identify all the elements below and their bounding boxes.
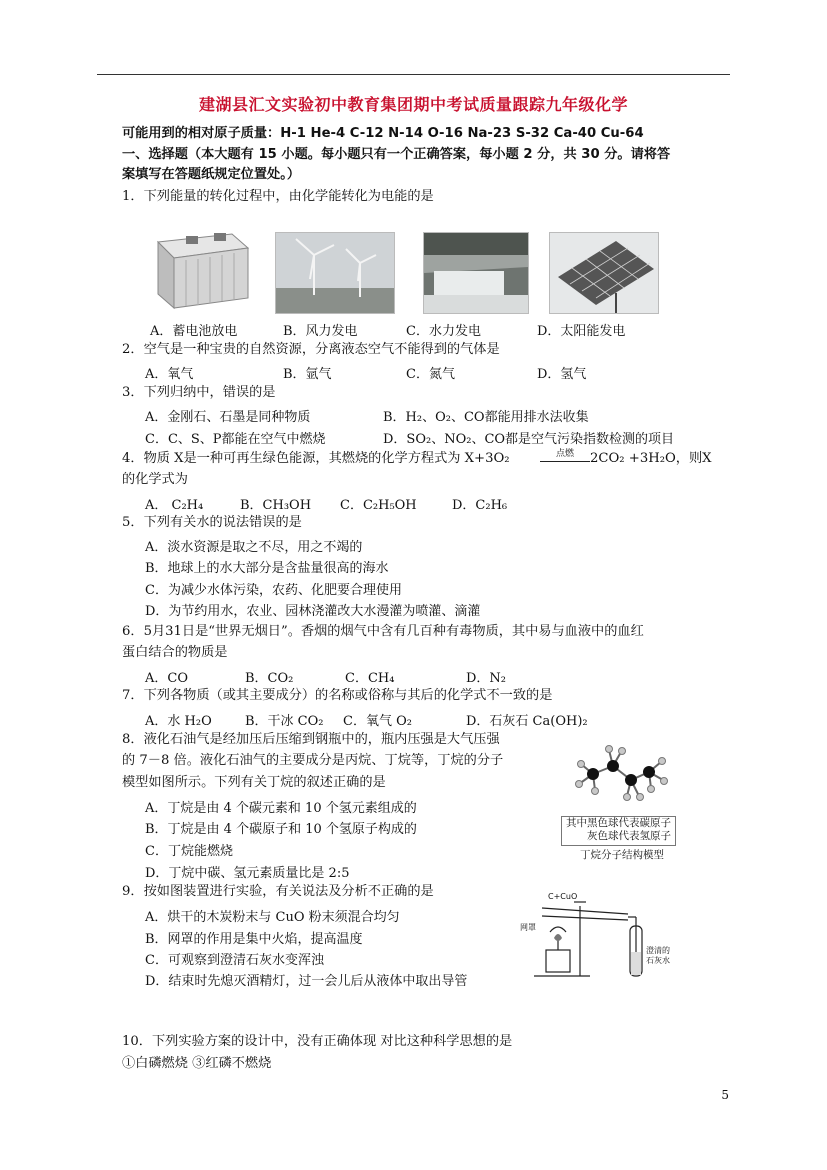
q7-option-d: D．石灰石 Ca(OH)₂ (466, 714, 588, 729)
q5-stem: 5．下列有关水的说法错误的是 (122, 515, 302, 530)
q7-option-b: B．干冰 CO₂ (245, 714, 324, 729)
q2-option-d: D．氢气 (537, 367, 587, 382)
q8-stem-line1: 8．液化石油气是经加压后压缩到钢瓶中的，瓶内压强是大气压强 (122, 732, 500, 747)
q6-option-c: C．CH₄ (345, 671, 395, 686)
q6-stem-line2: 蛋白结合的物质是 (122, 645, 228, 660)
q9-option-b: B．网罩的作用是集中火焰，提高温度 (145, 932, 363, 947)
q4-stem-part2: 2CO₂ +3H₂O，则X (590, 451, 712, 466)
apparatus-diagram (520, 892, 670, 984)
q9-stem: 9．按如图装置进行实验，有关说法及分析不正确的是 (122, 884, 434, 899)
q6-option-b: B．CO₂ (245, 671, 294, 686)
q4-option-a: A． C₂H₄ (145, 498, 204, 513)
q3-option-c: C．C、S、P都能在空气中燃烧 (145, 432, 326, 447)
page-number: 5 (721, 1088, 729, 1102)
q3-option-a: A．金刚石、石墨是同种物质 (145, 410, 311, 425)
q7-option-c: C．氧气 O₂ (343, 714, 412, 729)
q8-stem-line3: 模型如图所示。下列有关丁烷的叙述正确的是 (122, 775, 386, 790)
q2-option-b: B．氩气 (283, 367, 332, 382)
q1-option-b: B．风力发电 (283, 324, 358, 339)
q2-stem: 2．空气是一种宝贵的自然资源，分离液态空气不能得到的气体是 (122, 342, 500, 357)
molecule-caption: 丁烷分子结构模型 (580, 849, 664, 861)
limewater-label-line2: 石灰水 (646, 956, 670, 965)
atomic-masses: 可能用到的相对原子质量：H-1 He-4 C-12 N-14 O-16 Na-23 S-32 Ca-40 Cu-64 (122, 126, 644, 141)
limewater-label-line1: 澄清的 (646, 946, 670, 955)
q9-option-c: C．可观察到澄清石灰水变浑浊 (145, 953, 324, 968)
legend-carbon: 其中黑色球代表碳原子 (566, 817, 671, 829)
apparatus-label-reactants: C+CuO (548, 892, 578, 901)
apparatus-label-gauze: 网罩 (520, 923, 536, 932)
q10-line2: ①白磷燃烧 ③红磷不燃烧 (122, 1056, 272, 1071)
q7-option-a: A．水 H₂O (145, 714, 212, 729)
q5-option-d: D．为节约用水，农业、园林浇灌改大水漫灌为喷灌、滴灌 (145, 604, 481, 619)
q8-option-d: D．丁烷中碳、氢元素质量比是 2:5 (145, 866, 350, 881)
butane-molecule-model (561, 736, 674, 816)
q1-stem: 1．下列能量的转化过程中，由化学能转化为电能的是 (122, 189, 434, 204)
q6-option-a: A．CO (145, 671, 188, 686)
q3-option-d: D．SO₂、NO₂、CO都是空气污染指数检测的项目 (383, 432, 675, 447)
q4-option-c: C．C₂H₅OH (340, 498, 417, 513)
molecule-legend-box (561, 816, 676, 846)
q1-option-d: D．太阳能发电 (537, 324, 626, 339)
q4-reaction-condition: 点燃 (555, 449, 574, 459)
section-heading-line2: 案填写在答题纸规定位置处。） (122, 167, 301, 182)
q5-option-b: B．地球上的水大部分是含盐量很高的海水 (145, 561, 389, 576)
q8-option-c: C．丁烷能燃烧 (145, 844, 233, 859)
solar-panel-image (549, 232, 659, 314)
apparatus-label-limewater (646, 946, 670, 966)
q9-option-d: D．结束时先熄灭酒精灯，过一会儿后从液体中取出导管 (145, 974, 468, 989)
q5-option-c: C．为减少水体污染，农药、化肥要合理使用 (145, 583, 402, 598)
q5-option-a: A．淡水资源是取之不尽，用之不竭的 (145, 540, 363, 555)
q4-option-b: B．CH₃OH (240, 498, 312, 513)
q6-stem-line1: 6．5月31日是“世界无烟日”。香烟的烟气中含有几百种有毒物质，其中易与血液中的血红 (122, 624, 644, 639)
battery-image (152, 228, 252, 312)
q4-stem-part3: 的化学式为 (122, 472, 188, 487)
q10-stem: 10．下列实验方案的设计中，没有正确体现 对比这种科学思想的是 (122, 1034, 513, 1049)
section-heading-line1: 一、选择题（本大题有 15 小题。每小题只有一个正确答案，每小题 2 分，共 30 分。请将答 (122, 147, 671, 162)
legend-hydrogen: 灰色球代表氢原子 (587, 830, 671, 842)
q8-stem-line2: 的 7－8 倍。液化石油气的主要成分是丙烷、丁烷等，丁烷的分子 (122, 753, 504, 768)
wind-turbine-image (275, 232, 395, 314)
q3-stem: 3．下列归纳中，错误的是 (122, 385, 276, 400)
q8-option-b: B．丁烷是由 4 个碳原子和 10 个氢原子构成的 (145, 822, 417, 837)
header-rule (97, 74, 730, 75)
q6-option-d: D．N₂ (466, 671, 507, 686)
q7-stem: 7．下列各物质（或其主要成分）的名称或俗称与其后的化学式不一致的是 (122, 688, 553, 703)
q2-option-c: C．氮气 (406, 367, 455, 382)
q1-option-c: C．水力发电 (406, 324, 481, 339)
q4-option-d: D．C₂H₆ (452, 498, 508, 513)
page-title: 建湖县汇文实验初中教育集团期中考试质量跟踪九年级化学 (198, 95, 628, 114)
q4-stem-part1: 4．物质 X是一种可再生绿色能源，其燃烧的化学方程式为 X+3O₂ (122, 451, 510, 466)
q3-option-b: B．H₂、O₂、CO都能用排水法收集 (383, 410, 589, 425)
q2-option-a: A．氧气 (145, 367, 194, 382)
q1-option-a: A．蓄电池放电 (150, 324, 238, 339)
hydropower-dam-image (423, 232, 529, 314)
q8-option-a: A．丁烷是由 4 个碳元素和 10 个氢元素组成的 (145, 801, 417, 816)
q4-reaction-arrow (540, 461, 590, 462)
q9-option-a: A．烘干的木炭粉末与 CuO 粉末须混合均匀 (145, 910, 400, 925)
